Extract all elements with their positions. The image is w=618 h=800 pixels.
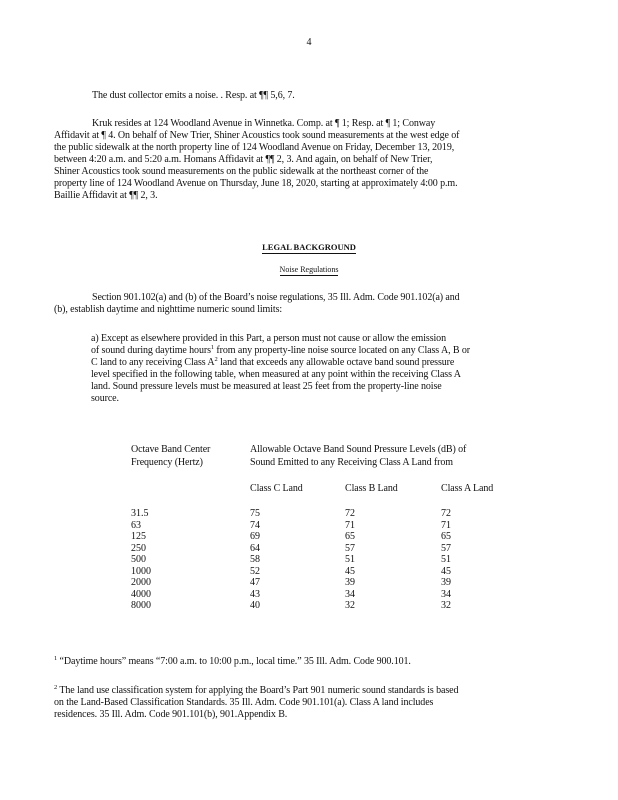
footnote-1-marker: 1 (210, 344, 215, 351)
table-cell: 69 (250, 531, 260, 542)
table-cell: 74 (250, 519, 260, 531)
table-cell: 71 (441, 519, 451, 531)
table-cell: 39 (441, 577, 451, 588)
table-cell: 63 (131, 519, 141, 531)
table-class-a-header: Class A Land (441, 483, 494, 494)
quote-line: land. Sound pressure levels must be measured at least 25 feet from the property-line noise (91, 381, 442, 392)
table-cell: 39 (345, 577, 355, 588)
table-cell: 51 (345, 554, 355, 565)
table-cell: 2000 (131, 577, 151, 588)
paragraph-2-line: Kruk resides at 124 Woodland Avenue in Winnetka. Comp. at ¶ 1; Resp. at ¶ 1; Conway (92, 118, 436, 129)
table-cell: 58 (250, 554, 260, 565)
table-cell: 31.5 (131, 508, 149, 519)
paragraph-2-line: property line of 124 Woodland Avenue on Thursday, June 18, 2020, starting at approximately 4:00 p.m. (54, 178, 458, 189)
table-cell: 72 (345, 508, 355, 519)
footnote-2-marker: 2 (214, 356, 218, 363)
paragraph-2-line: Affidavit at ¶ 4. On behalf of New Trier, Shiner Acoustics took sound measurements at the west edge of (54, 130, 460, 141)
table-cell: 65 (441, 531, 451, 542)
table-cell: 125 (131, 531, 146, 542)
footnote-1-number: 1 (54, 655, 58, 662)
quote-line: source. (91, 393, 119, 404)
table-class-a-column (441, 508, 451, 612)
table-frequency-header: Octave Band Center (131, 444, 211, 455)
table-cell: 1000 (131, 565, 151, 577)
table-cell: 32 (345, 600, 355, 611)
table-cell: 250 (131, 542, 146, 554)
paragraph-1-line: The dust collector emits a noise. . Resp. at ¶¶ 5,6, 7. (92, 90, 295, 101)
quote-line: C land to any receiving Class $A^2$ land that exceeds any allowable octave band sound pressure (91, 356, 455, 368)
footnote-2: $^2$ The land use classification system for applying the Board’s Part 901 numeric sound standards is based (54, 684, 459, 696)
footnote-1: $^1$ “Daytime hours” means “7:00 a.m. to 10:00 p.m., local time.” 35 Ill. Adm. Code 900.101. (54, 655, 411, 667)
section-heading: LEGAL BACKGROUND (262, 242, 356, 252)
table-cell: 75 (250, 508, 260, 519)
section-subheading: Noise Regulations (279, 265, 339, 274)
table-cell: 500 (131, 554, 146, 565)
paragraph-2-line: the public sidewalk at the north property line of 124 Woodland Avenue on Friday, December 13, 2019, (54, 142, 455, 153)
paragraph-3-line: (b), establish daytime and nighttime numeric sound limits: (54, 304, 283, 315)
table-cell: 72 (441, 508, 451, 519)
table-cell: 51 (441, 554, 451, 565)
table-level-header: Sound Emitted to any Receiving Class A Land from (250, 457, 453, 468)
table-cell: 45 (345, 565, 355, 577)
footnote-2-number: 2 (54, 684, 58, 691)
table-cell: 71 (345, 519, 355, 531)
page-number: 4 (306, 37, 312, 48)
table-cell: 57 (441, 542, 451, 554)
table-level-header: Allowable Octave Band Sound Pressure Levels (dB) of (250, 444, 467, 455)
table-cell: 4000 (131, 588, 151, 600)
paragraph-2-line: between 4:20 a.m. and 5:20 a.m. Homans Affidavit at ¶¶ 2, 3. And again, on behalf of New Trier, (54, 154, 433, 165)
table-cell: 34 (441, 588, 451, 600)
paragraph-3-line: Section 901.102(a) and (b) of the Board’s noise regulations, 35 Ill. Adm. Code 901.102(a) and (92, 292, 460, 303)
table-cell: 64 (250, 542, 260, 554)
table-class-b-column (345, 508, 355, 612)
table-frequency-header: Frequency (Hertz) (131, 457, 203, 468)
paragraph-2-line: Baillie Affidavit at ¶¶ 2, 3. (54, 190, 158, 201)
table-cell: 43 (250, 588, 260, 600)
table-class-c-column (250, 508, 260, 612)
table-cell: 32 (441, 600, 451, 611)
table-cell: 57 (345, 542, 355, 554)
table-class-b-header: Class B Land (345, 483, 398, 494)
table-frequency-column (131, 508, 151, 612)
table-cell: 47 (250, 577, 260, 588)
table-cell: 45 (441, 565, 451, 577)
footnote-2-line: residences. 35 Ill. Adm. Code 901.101(b), 901.Appendix B. (54, 709, 288, 720)
footnote-2-line: on the Land-Based Classification Standards. 35 Ill. Adm. Code 901.101(a). Class A land includes (54, 697, 434, 708)
table-cell: 8000 (131, 600, 151, 611)
table-cell: 52 (250, 565, 260, 577)
paragraph-2-line: Shiner Acoustics took sound measurements on the public sidewalk at the northeast corner of the (54, 166, 429, 177)
table-cell: 65 (345, 531, 355, 542)
quote-line: of sound during daytime hours$^1$ from any property-line noise source located on any Class A, B or (91, 344, 470, 356)
table-class-c-header: Class C Land (250, 483, 303, 494)
quote-line: level specified in the following table, when measured at any point within the receiving Class A (91, 369, 461, 380)
quote-line: a) Except as elsewhere provided in this Part, a person must not cause or allow the emission (91, 333, 446, 344)
table-cell: 34 (345, 588, 355, 600)
table-cell: 40 (250, 600, 260, 611)
